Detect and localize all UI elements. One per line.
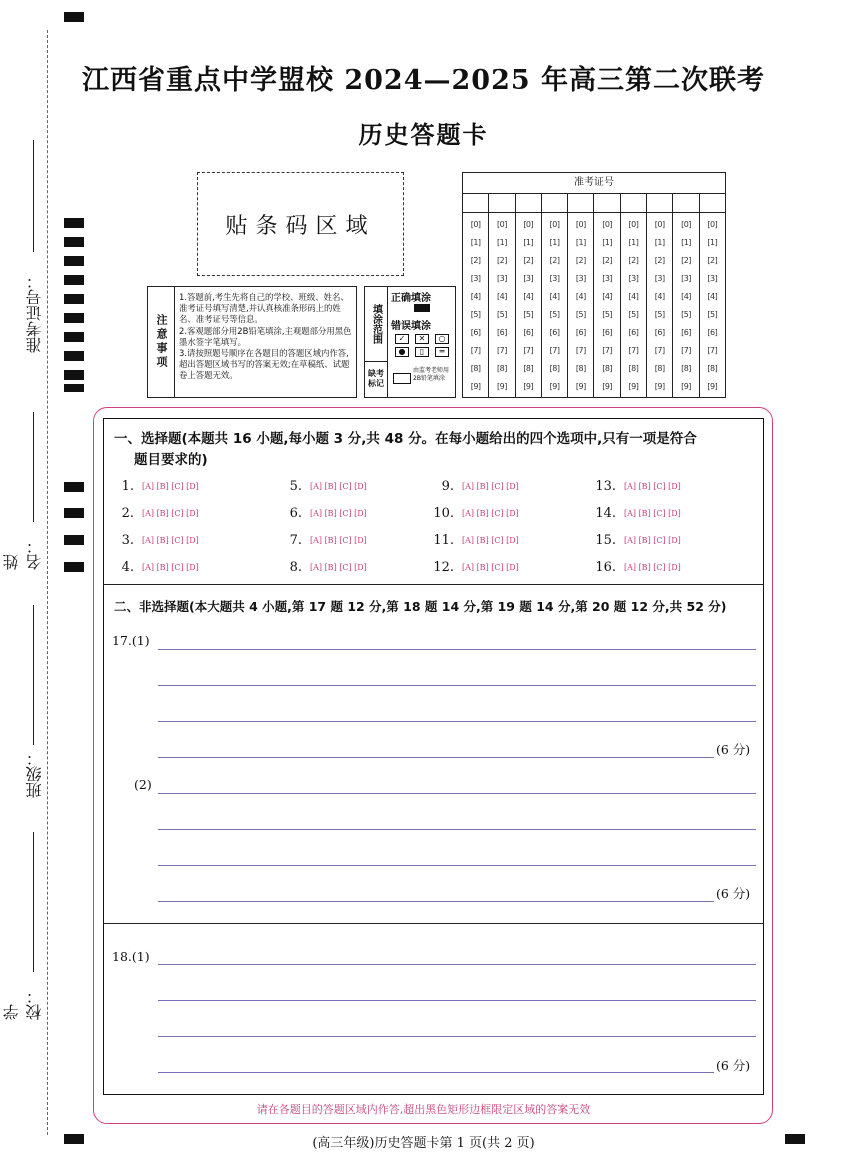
timing-mark <box>64 384 84 392</box>
choice-options[interactable]: [A] [B] [C] [D] <box>142 509 199 518</box>
timing-mark <box>64 256 84 266</box>
exam-id-bubble[interactable]: [2] <box>628 255 639 265</box>
choice-options[interactable]: [A] [B] [C] [D] <box>142 536 199 545</box>
section1-title <box>114 429 762 471</box>
answer-line[interactable] <box>158 901 714 902</box>
choice-options[interactable]: [A] [B] [C] [D] <box>624 536 681 545</box>
exam-id-bubble[interactable]: [0] <box>549 219 560 229</box>
choice-question <box>108 506 199 521</box>
cross-mark-icon: ✕ <box>415 334 429 344</box>
exam-id-bubble[interactable]: [6] <box>654 327 665 337</box>
score-label: (6 分) <box>716 742 751 757</box>
section2-title: 二、非选择题(本大题共 4 小题,第 17 题 12 分,第 18 题 14 分,第 19 题 14 分,第 20 题 12 分,共 52 分) <box>114 599 727 614</box>
question-number: 1. <box>121 479 134 494</box>
exam-id-bubble[interactable]: [7] <box>549 345 560 355</box>
choice-options[interactable]: [A] [B] [C] [D] <box>462 482 519 491</box>
section1-title-line1: 一、选择题(本题共 16 小题,每小题 3 分,共 48 分。在每小题给出的四个选项中,只有一项是符合 <box>114 431 697 447</box>
exam-id-bubble[interactable]: [7] <box>628 345 639 355</box>
exam-id-column <box>621 213 647 397</box>
question-17-2-label: (2) <box>134 777 152 792</box>
circle-mark-icon: ○ <box>435 334 449 344</box>
choice-options[interactable]: [A] [B] [C] [D] <box>142 563 199 572</box>
choice-question <box>428 560 519 575</box>
choice-question <box>276 560 367 575</box>
exam-id-bubble[interactable]: [0] <box>707 219 718 229</box>
answer-line[interactable] <box>158 793 756 794</box>
exam-id-bubble[interactable]: [5] <box>654 309 665 319</box>
exam-id-bubble[interactable]: [8] <box>707 363 718 373</box>
exam-id-bubble[interactable]: [9] <box>628 381 639 391</box>
barcode-area: 贴条码区域 <box>197 172 404 276</box>
line-mark-icon: ═ <box>435 347 449 357</box>
choice-question <box>428 533 519 548</box>
page-subtitle: 历史答题卡 <box>358 121 489 149</box>
exam-id-bubble[interactable]: [0] <box>628 219 639 229</box>
choice-options[interactable]: [A] [B] [C] [D] <box>310 482 367 491</box>
question-number: 2. <box>121 506 134 521</box>
exam-id-column <box>516 213 542 397</box>
exam-id-title: 准考证号 <box>463 173 725 194</box>
exam-id-bubble[interactable]: [4] <box>654 291 665 301</box>
correct-fill-icon <box>414 304 430 312</box>
exam-id-bubble[interactable]: [9] <box>707 381 718 391</box>
section1-title-line2: 题目要求的) <box>134 452 208 468</box>
exam-id-column <box>647 213 673 397</box>
timing-mark <box>64 482 84 492</box>
timing-mark <box>64 294 84 304</box>
choice-options[interactable]: [A] [B] [C] [D] <box>310 509 367 518</box>
choice-question <box>276 479 367 494</box>
school-line <box>33 832 34 972</box>
notice-box <box>147 286 357 398</box>
exam-id-bubble[interactable]: [0] <box>497 219 507 229</box>
side-label-exam-no: 准考证号： <box>25 273 44 353</box>
exam-id-bubble[interactable]: [0] <box>681 219 691 229</box>
question-number: 15. <box>595 533 616 548</box>
notice-item: 1.答题前,考生先将自己的学校、班级、姓名、准考证号填写清楚,并认真核准条形码上的姓名、准考证号等信息。 <box>179 292 349 325</box>
notice-body <box>175 287 356 397</box>
choice-options[interactable]: [A] [B] [C] [D] <box>310 563 367 572</box>
exam-no-line <box>33 140 34 252</box>
choice-question <box>108 560 199 575</box>
exam-id-bubble[interactable]: [2] <box>707 255 718 265</box>
exam-id-bubble[interactable]: [6] <box>575 327 586 337</box>
notice-item: 3.请按照题号顺序在各题目的答题区域内作答,超出答题区域书写的答案无效;在草稿纸、试题卷上答题无效。 <box>179 348 350 381</box>
exam-id-bubble[interactable]: [2] <box>654 255 665 265</box>
exam-id-bubble[interactable]: [8] <box>470 363 481 373</box>
question-number: 7. <box>289 533 302 548</box>
exam-id-bubble[interactable]: [4] <box>575 291 586 301</box>
exam-id-bubble[interactable]: [5] <box>575 309 586 319</box>
exam-id-bubble[interactable]: [9] <box>523 381 534 391</box>
exam-id-bubble[interactable]: [0] <box>654 219 665 229</box>
exam-id-bubble[interactable]: [3] <box>707 273 718 283</box>
exam-id-bubble[interactable]: [9] <box>497 381 507 391</box>
exam-id-column <box>463 213 489 397</box>
exam-id-bubble[interactable]: [8] <box>497 363 507 373</box>
exam-id-column <box>594 213 620 397</box>
timing-mark <box>64 370 84 380</box>
question-17-1-label: 17.(1) <box>112 633 150 648</box>
answer-line[interactable] <box>158 757 714 758</box>
exam-id-bubble[interactable]: [3] <box>654 273 665 283</box>
question-number: 14. <box>595 506 616 521</box>
choice-options[interactable]: [A] [B] [C] [D] <box>624 482 681 491</box>
answer-line[interactable] <box>158 685 756 686</box>
absent-note: 由监考老师用2B铅笔填涂 <box>413 367 450 382</box>
timing-mark <box>64 313 84 323</box>
exam-id-bubble[interactable]: [7] <box>707 345 718 355</box>
exam-id-bubble[interactable]: [6] <box>497 327 507 337</box>
exam-id-column <box>542 213 568 397</box>
choice-question <box>428 479 519 494</box>
answer-line[interactable] <box>158 964 756 965</box>
exam-id-bubble[interactable]: [2] <box>575 255 586 265</box>
question-number: 12. <box>433 560 454 575</box>
exam-id-bubble[interactable]: [3] <box>523 273 534 283</box>
exam-id-column <box>568 213 594 397</box>
exam-id-bubble[interactable]: [6] <box>681 327 691 337</box>
exam-id-bubble[interactable]: [5] <box>470 309 481 319</box>
exam-id-bubble[interactable]: [2] <box>549 255 560 265</box>
exam-id-bubble[interactable]: [9] <box>575 381 586 391</box>
exam-id-bubble[interactable]: [8] <box>628 363 639 373</box>
exam-id-write-row[interactable] <box>463 194 725 213</box>
choice-question <box>428 506 519 521</box>
answer-line[interactable] <box>158 1072 714 1073</box>
exam-id-bubble[interactable]: [5] <box>497 309 507 319</box>
page-footer: (高三年级)历史答题卡第 1 页(共 2 页) <box>312 1136 535 1151</box>
exam-id-bubble[interactable]: [1] <box>707 237 718 247</box>
choice-question <box>108 533 199 548</box>
score-label: (6 分) <box>716 886 751 901</box>
exam-id-bubble[interactable]: [8] <box>681 363 691 373</box>
timing-mark <box>64 562 84 572</box>
exam-id-bubble[interactable]: [7] <box>575 345 586 355</box>
exam-id-bubble[interactable]: [8] <box>523 363 534 373</box>
timing-mark <box>64 275 84 285</box>
exam-id-bubble[interactable]: [8] <box>654 363 665 373</box>
exam-id-bubble[interactable]: [0] <box>470 219 481 229</box>
timing-mark <box>64 332 84 342</box>
exam-id-bubble[interactable]: [4] <box>602 291 613 301</box>
exam-id-bubble[interactable]: [5] <box>681 309 691 319</box>
exam-id-bubble[interactable]: [3] <box>681 273 691 283</box>
exam-id-bubble[interactable]: [2] <box>497 255 507 265</box>
exam-id-bubble[interactable]: [4] <box>497 291 507 301</box>
warning-text: 请在各题目的答题区域内作答,超出黑色矩形边框限定区域的答案无效 <box>256 1103 591 1116</box>
answer-line[interactable] <box>158 649 756 650</box>
exam-id-bubble[interactable]: [2] <box>602 255 613 265</box>
exam-id-bubble[interactable]: [1] <box>602 237 613 247</box>
side-label-name: 姓名： <box>2 538 44 570</box>
question-number: 8. <box>289 560 302 575</box>
name-line <box>33 412 34 522</box>
section-divider <box>103 584 764 585</box>
timing-mark <box>64 218 84 228</box>
exam-id-bubble[interactable]: [5] <box>628 309 639 319</box>
question-number: 4. <box>121 560 134 575</box>
question-number: 13. <box>595 479 616 494</box>
cut-line <box>47 30 48 1135</box>
dot-mark-icon: ● <box>395 347 409 357</box>
exam-id-bubble[interactable]: [7] <box>654 345 665 355</box>
score-label: (6 分) <box>716 1058 751 1073</box>
exam-id-bubble[interactable]: [6] <box>549 327 560 337</box>
exam-id-bubble[interactable]: [7] <box>523 345 534 355</box>
wrong-fill-label: 错误填涂 <box>391 321 431 332</box>
exam-id-column <box>673 213 699 397</box>
exam-id-bubble[interactable]: [0] <box>523 219 534 229</box>
choice-question <box>590 506 681 521</box>
exam-id-bubble[interactable]: [7] <box>681 345 691 355</box>
exam-id-bubble[interactable]: [5] <box>549 309 560 319</box>
exam-id-column <box>489 213 515 397</box>
exam-id-bubble[interactable]: [3] <box>549 273 560 283</box>
timing-mark <box>64 535 84 545</box>
exam-id-bubble[interactable]: [6] <box>470 327 481 337</box>
exam-id-bubble[interactable]: [2] <box>523 255 534 265</box>
timing-mark <box>64 508 84 518</box>
exam-id-bubble[interactable]: [1] <box>654 237 665 247</box>
exam-id-bubble[interactable]: [8] <box>549 363 560 373</box>
exam-id-bubble[interactable]: [5] <box>602 309 613 319</box>
exam-id-bubble[interactable]: [1] <box>681 237 691 247</box>
choice-options[interactable]: [A] [B] [C] [D] <box>462 509 519 518</box>
exam-id-bubble[interactable]: [6] <box>523 327 534 337</box>
question-number: 5. <box>289 479 302 494</box>
notice-item: 2.客观题部分用2B铅笔填涂,主观题部分用黑色墨水签字笔填写。 <box>179 325 352 347</box>
choice-question <box>276 506 367 521</box>
question-number: 3. <box>121 533 134 548</box>
choice-options[interactable]: [A] [B] [C] [D] <box>462 563 519 572</box>
exam-id-bubble[interactable]: [9] <box>654 381 665 391</box>
absent-label: 缺考标记 <box>365 361 388 397</box>
exam-id-bubble[interactable]: [3] <box>575 273 586 283</box>
correct-fill-label: 正确填涂 <box>391 293 431 304</box>
exam-id-bubble[interactable]: [2] <box>681 255 691 265</box>
bar-mark-icon: ▯ <box>415 347 429 357</box>
exam-id-bubble[interactable]: [5] <box>707 309 718 319</box>
exam-id-bubble[interactable]: [6] <box>628 327 639 337</box>
question-number: 16. <box>595 560 616 575</box>
exam-id-bubble[interactable]: [1] <box>523 237 534 247</box>
exam-id-grid <box>462 172 726 398</box>
exam-id-bubble[interactable]: [3] <box>628 273 639 283</box>
side-label-class: 班级： <box>25 750 44 798</box>
absent-checkbox[interactable] <box>393 373 411 384</box>
timing-mark <box>64 351 84 361</box>
exam-id-bubble[interactable]: [8] <box>575 363 586 373</box>
exam-id-bubble[interactable]: [4] <box>628 291 639 301</box>
answer-line[interactable] <box>158 1000 756 1001</box>
exam-id-bubble[interactable]: [1] <box>575 237 586 247</box>
exam-id-bubble[interactable]: [0] <box>575 219 586 229</box>
exam-id-bubble[interactable]: [9] <box>681 381 691 391</box>
timing-mark <box>64 12 84 22</box>
exam-id-bubble[interactable]: [6] <box>707 327 718 337</box>
exam-id-bubble[interactable]: [7] <box>602 345 613 355</box>
question-number: 10. <box>433 506 454 521</box>
exam-id-bubble[interactable]: [1] <box>628 237 639 247</box>
section-divider <box>103 923 764 924</box>
exam-id-bubble[interactable]: [3] <box>470 273 481 283</box>
answer-line[interactable] <box>158 865 756 866</box>
exam-id-bubble[interactable]: [4] <box>549 291 560 301</box>
choice-question <box>108 479 199 494</box>
exam-id-column <box>700 213 725 397</box>
choice-options[interactable]: [A] [B] [C] [D] <box>624 563 681 572</box>
exam-id-bubble[interactable]: [3] <box>602 273 613 283</box>
question-18-1-label: 18.(1) <box>112 949 150 964</box>
exam-id-bubble[interactable]: [4] <box>707 291 718 301</box>
choice-options[interactable]: [A] [B] [C] [D] <box>310 536 367 545</box>
answer-line[interactable] <box>158 829 756 830</box>
exam-id-bubble[interactable]: [1] <box>470 237 481 247</box>
choice-question <box>590 533 681 548</box>
side-label-school: 学校： <box>2 988 44 1020</box>
exam-id-bubble[interactable]: [0] <box>602 219 613 229</box>
question-number: 11. <box>433 533 454 548</box>
exam-id-bubble[interactable]: [6] <box>602 327 613 337</box>
exam-id-bubble[interactable]: [5] <box>523 309 534 319</box>
class-line <box>33 605 34 745</box>
exam-id-bubble[interactable]: [3] <box>497 273 507 283</box>
choice-options[interactable]: [A] [B] [C] [D] <box>462 536 519 545</box>
choice-question <box>276 533 367 548</box>
choice-options[interactable]: [A] [B] [C] [D] <box>142 482 199 491</box>
fill-guide <box>364 286 456 398</box>
choice-options[interactable]: [A] [B] [C] [D] <box>624 509 681 518</box>
question-number: 6. <box>289 506 302 521</box>
exam-id-bubble[interactable]: [9] <box>549 381 560 391</box>
exam-id-bubble[interactable]: [1] <box>549 237 560 247</box>
exam-id-bubbles <box>463 213 725 397</box>
exam-id-bubble[interactable]: [4] <box>470 291 481 301</box>
question-number: 9. <box>441 479 454 494</box>
exam-id-bubble[interactable]: [1] <box>497 237 507 247</box>
exam-id-bubble[interactable]: [7] <box>497 345 507 355</box>
fill-scope-label: 填涂范围 <box>365 287 388 362</box>
exam-id-bubble[interactable]: [4] <box>523 291 534 301</box>
exam-id-bubble[interactable]: [2] <box>470 255 481 265</box>
check-mark-icon: ✓ <box>395 334 409 344</box>
exam-id-bubble[interactable]: [4] <box>681 291 691 301</box>
choice-question <box>590 560 681 575</box>
answer-line[interactable] <box>158 1036 756 1037</box>
page-title: 江西省重点中学盟校 2024—2025 年高三第二次联考 <box>81 65 766 96</box>
choice-question <box>590 479 681 494</box>
answer-line[interactable] <box>158 721 756 722</box>
exam-id-bubble[interactable]: [7] <box>470 345 481 355</box>
notice-heading: 注意事项 <box>148 287 175 397</box>
timing-mark <box>64 237 84 247</box>
exam-id-bubble[interactable]: [8] <box>602 363 613 373</box>
exam-id-bubble[interactable]: [9] <box>470 381 481 391</box>
exam-id-bubble[interactable]: [9] <box>602 381 613 391</box>
